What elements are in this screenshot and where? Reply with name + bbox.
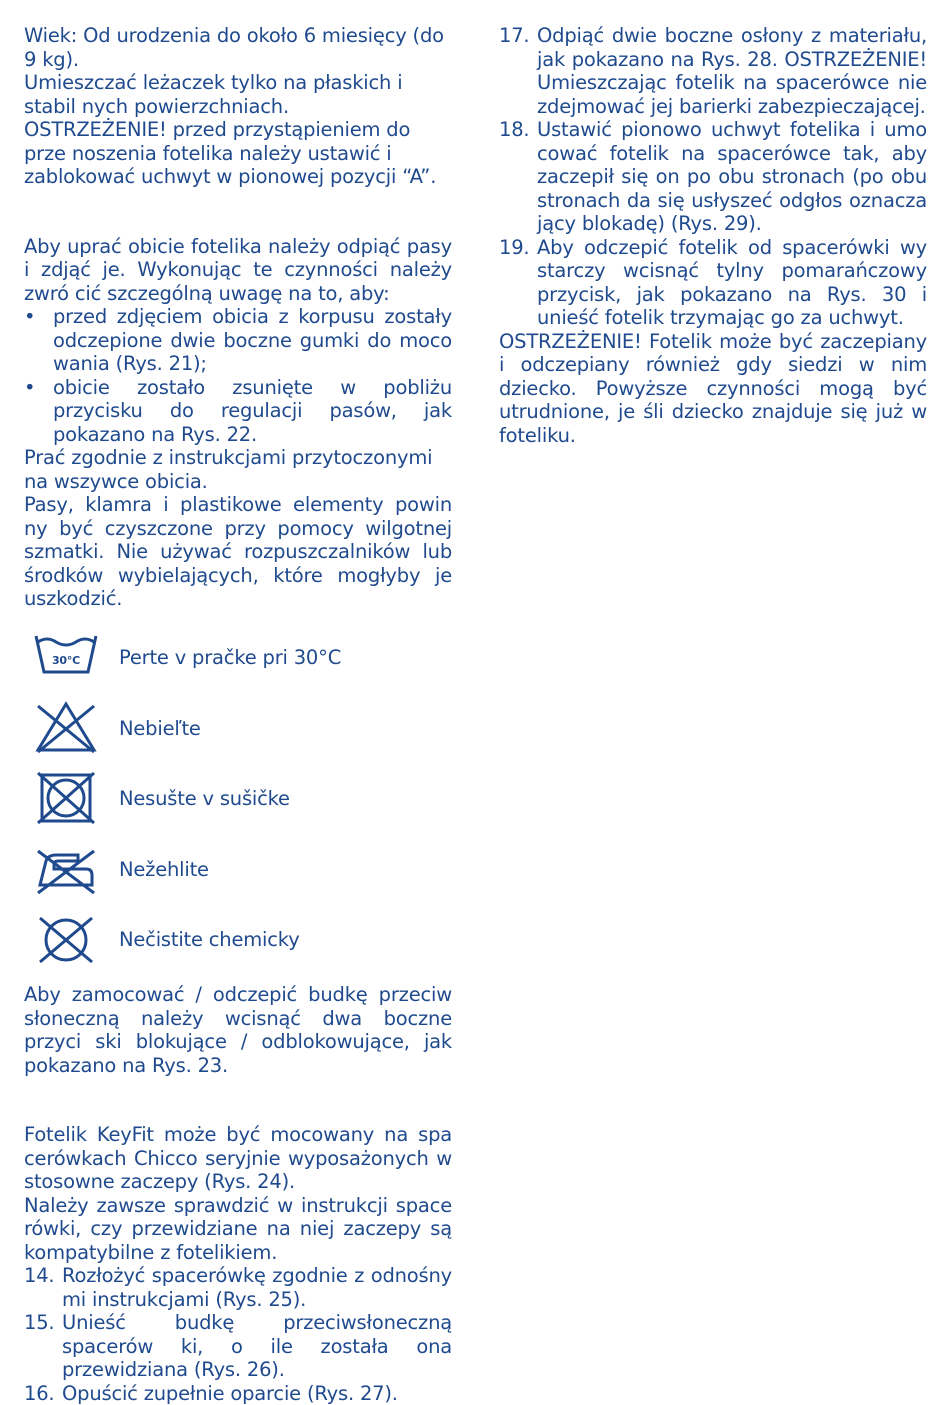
care-row-wash (24, 623, 452, 694)
care-row-iron (24, 834, 452, 905)
care-row-dryclean (24, 905, 452, 976)
list-item: 15. Unieść budkę przeciwsłoneczną spacerów ki, o ile została ona przewidziana (Rys. 26). (24, 1311, 452, 1382)
list-item: 16. Opuścić zupełnie oparcie (Rys. 27). (24, 1382, 452, 1405)
no-tumble-dry-icon (32, 769, 100, 829)
left-column (24, 24, 452, 1405)
wash-30-icon (32, 628, 100, 688)
list-item: 19. Aby odczepić fotelik od spacerówki wy starczy wcisnąć tylny pomarańczowy przycisk, jak pokazano na Rys. 30 i unieść fotelik trzymając go za uchwyt. (499, 236, 927, 330)
care-symbols (24, 623, 452, 976)
wash-temperature-label: 30°C (52, 654, 80, 667)
no-dry-clean-icon (32, 910, 100, 970)
list-item: 14. Rozłożyć spacerówkę zgodnie z odnośny mi instrukcjami (Rys. 25). (24, 1264, 452, 1311)
wash-bullet-list (24, 305, 452, 446)
list-item: 18. Ustawić pionowo uchwyt fotelika i umo cować fotelik na spacerówce tak, aby zaczepił się on po obu stronach (po obu stronach da się usłyszeć odgłos oznacza jący blokadę) (Rys. 29). (499, 118, 927, 236)
steps-list (24, 1264, 452, 1405)
steps-list (499, 24, 927, 330)
canopy-paragraph: Aby zamocować / odczepić budkę przeciw słoneczną należy wcisnąć dwa boczne przyci ski blokujące / odblokowujące, jak pokazano na Rys. 23. (24, 983, 452, 1077)
no-iron-icon (32, 839, 100, 899)
keyfit-paragraph: Fotelik KeyFit może być mocowany na spa cerówkach Chicco seryjnie wyposażonych w stosowne zaczepy (Rys. 24). (24, 1123, 452, 1194)
list-item: • obicie zostało zsunięte w pobliżu przycisku do regulacji pasów, jak pokazano na Rys. 22. (24, 376, 452, 447)
care-label-bleach: Nebieľte (119, 717, 201, 741)
care-row-dry (24, 764, 452, 835)
wash-label-paragraph: Prać zgodnie z instrukcjami przytoczonymi na wszywce obicia. (24, 446, 452, 493)
carry-warning-paragraph: OSTRZEŻENIE! przed przystąpieniem do prze noszenia fotelika należy ustawić i zablokować uchwyt w pionowej pozycji “A”. (24, 118, 452, 189)
cleaning-paragraph: Pasy, klamra i plastikowe elementy powin ny być czyszczone przy pomocy wilgotnej szmatki. Nie używać rozpuszczalników lub środków wybielających, które mogłyby je uszkodzić. (24, 493, 452, 611)
age-paragraph: Wiek: Od urodzenia do około 6 miesięcy (do 9 kg). (24, 24, 452, 71)
child-warning-paragraph: OSTRZEŻENIE! Fotelik może być zaczepiany i odczepiany również gdy siedzi w nim dziecko. Powyższe czynności mogą być utrudnione, je śli dziecko znajduje się już w foteliku. (499, 330, 927, 448)
care-label-dryclean: Nečistite chemicky (119, 928, 300, 952)
no-bleach-icon (32, 698, 100, 758)
care-label-wash: Perte v pračke pri 30°C (119, 646, 341, 670)
spacer (24, 189, 452, 235)
wash-intro-paragraph: Aby uprać obicie fotelika należy odpiąć pasy i zdjąć je. Wykonując te czynności należy zwró cić szczególną uwagę na to, aby: (24, 235, 452, 306)
spacer (24, 1077, 452, 1123)
right-column (499, 24, 927, 447)
care-row-bleach (24, 693, 452, 764)
list-item: 17. Odpiąć dwie boczne osłony z materiału, jak pokazano na Rys. 28. OSTRZEŻENIE! Umieszczając fotelik na spacerówce nie zdejmować jej barierki zabezpieczającej. (499, 24, 927, 118)
care-label-dry: Nesušte v sušičke (119, 787, 290, 811)
surface-paragraph: Umieszczać leżaczek tylko na płaskich i stabil nych powierzchniach. (24, 71, 452, 118)
compatibility-paragraph: Należy zawsze sprawdzić w instrukcji space rówki, czy przewidziane na niej zaczepy są kompatybilne z fotelikiem. (24, 1194, 452, 1265)
care-label-iron: Nežehlite (119, 858, 209, 882)
list-item: • przed zdjęciem obicia z korpusu zostały odczepione dwie boczne gumki do moco wania (Rys. 21); (24, 305, 452, 376)
